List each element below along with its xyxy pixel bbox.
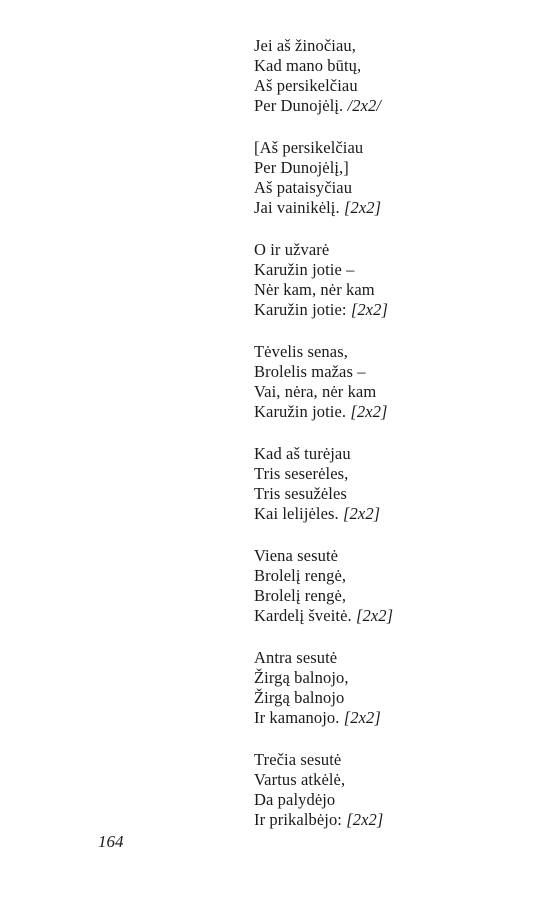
verse-line-text: Nėr kam, nėr kam: [254, 280, 375, 299]
page-number: 164: [98, 832, 124, 851]
stanza: [254, 36, 544, 116]
verse-line: [254, 96, 544, 116]
repeat-marker: [2x2]: [346, 810, 384, 829]
verse-line: [254, 648, 544, 668]
verse-line: [254, 260, 544, 280]
verse-line-text: Žirgą balnojo: [254, 688, 345, 707]
verse-line: [254, 464, 544, 484]
verse-line: [254, 280, 544, 300]
verse-line-text: Tėvelis senas,: [254, 342, 348, 361]
verse-line: [254, 240, 544, 260]
verse-line-text: Kai lelijėles.: [254, 504, 339, 523]
verse-line-text: Vartus atkėlė,: [254, 770, 346, 789]
verse-line-text: Da palydėjo: [254, 790, 336, 809]
verse-line-text: Jai vainikėlį.: [254, 198, 340, 217]
verse-line-text: Tris seserėles,: [254, 464, 349, 483]
verse-line-text: Brolelis mažas –: [254, 362, 366, 381]
verse-line-text: Kardelį šveitė.: [254, 606, 352, 625]
verse-line: [254, 158, 544, 178]
verse-line: [254, 586, 544, 606]
verse-line-text: Aš persikelčiau: [254, 76, 358, 95]
verse-line: [254, 546, 544, 566]
stanza: [254, 750, 544, 830]
verse-line: [254, 362, 544, 382]
verse-line-text: Per Dunojėlį.: [254, 96, 344, 115]
repeat-marker: [2x2]: [343, 198, 382, 217]
stanza: [254, 546, 544, 626]
verse-line: [254, 750, 544, 770]
verse-line: [254, 178, 544, 198]
verse-line: [254, 668, 544, 688]
verse-line: [254, 382, 544, 402]
verse-line-text: Jei aš žinočiau,: [254, 36, 356, 55]
verse-line-text: Karužin jotie –: [254, 260, 355, 279]
verse-line-text: Kad mano būtų,: [254, 56, 362, 75]
verse-line: [254, 444, 544, 464]
verse-line: [254, 36, 544, 56]
verse-line-text: Viena sesutė: [254, 546, 339, 565]
verse-line-text: Karužin jotie:: [254, 300, 347, 319]
stanza: [254, 342, 544, 422]
verse-line: [254, 138, 544, 158]
verse-line: [254, 484, 544, 504]
verse-line: [254, 504, 544, 524]
verse-line: [254, 810, 544, 830]
verse-line-text: Brolelį rengė,: [254, 566, 347, 585]
verse-line: [254, 402, 544, 422]
repeat-marker: [2x2]: [355, 606, 394, 625]
repeat-marker: /2x2/: [347, 96, 382, 115]
verse-line: [254, 56, 544, 76]
verse-line: [254, 566, 544, 586]
verse-line-text: Karužin jotie.: [254, 402, 347, 421]
verse-line-text: Ir prikalbėjo:: [254, 810, 342, 829]
verse-line-text: Tris sesužėles: [254, 484, 347, 503]
verse-line-text: Aš pataisyčiau: [254, 178, 353, 197]
verse-line-text: Kad aš turėjau: [254, 444, 351, 463]
verse-line: [254, 770, 544, 790]
verse-line: [254, 198, 544, 218]
verse-line-text: Per Dunojėlį,]: [254, 158, 349, 177]
repeat-marker: [2x2]: [343, 504, 381, 523]
stanza: [254, 138, 544, 218]
verse-line: [254, 76, 544, 96]
verse-line-text: Žirgą balnojo,: [254, 668, 349, 687]
stanza: [254, 240, 544, 320]
verse-line: [254, 300, 544, 320]
verse-line: [254, 708, 544, 728]
verse-line: [254, 342, 544, 362]
verse-line-text: Vai, nėra, nėr kam: [254, 382, 377, 401]
verse-line: [254, 790, 544, 810]
verse-line-text: Brolelį rengė,: [254, 586, 347, 605]
repeat-marker: [2x2]: [343, 708, 381, 727]
verse-line-text: Trečia sesutė: [254, 750, 342, 769]
verse-line: [254, 606, 544, 626]
verse-line-text: Ir kamanojo.: [254, 708, 340, 727]
stanza: [254, 648, 544, 728]
poem-text: [254, 36, 544, 852]
repeat-marker: [2x2]: [350, 402, 388, 421]
verse-line-text: Antra sesutė: [254, 648, 338, 667]
stanza: [254, 444, 544, 524]
repeat-marker: [2x2]: [350, 300, 388, 319]
verse-line: [254, 688, 544, 708]
verse-line-text: [Aš persikelčiau: [254, 138, 364, 157]
verse-line-text: O ir užvarė: [254, 240, 330, 259]
